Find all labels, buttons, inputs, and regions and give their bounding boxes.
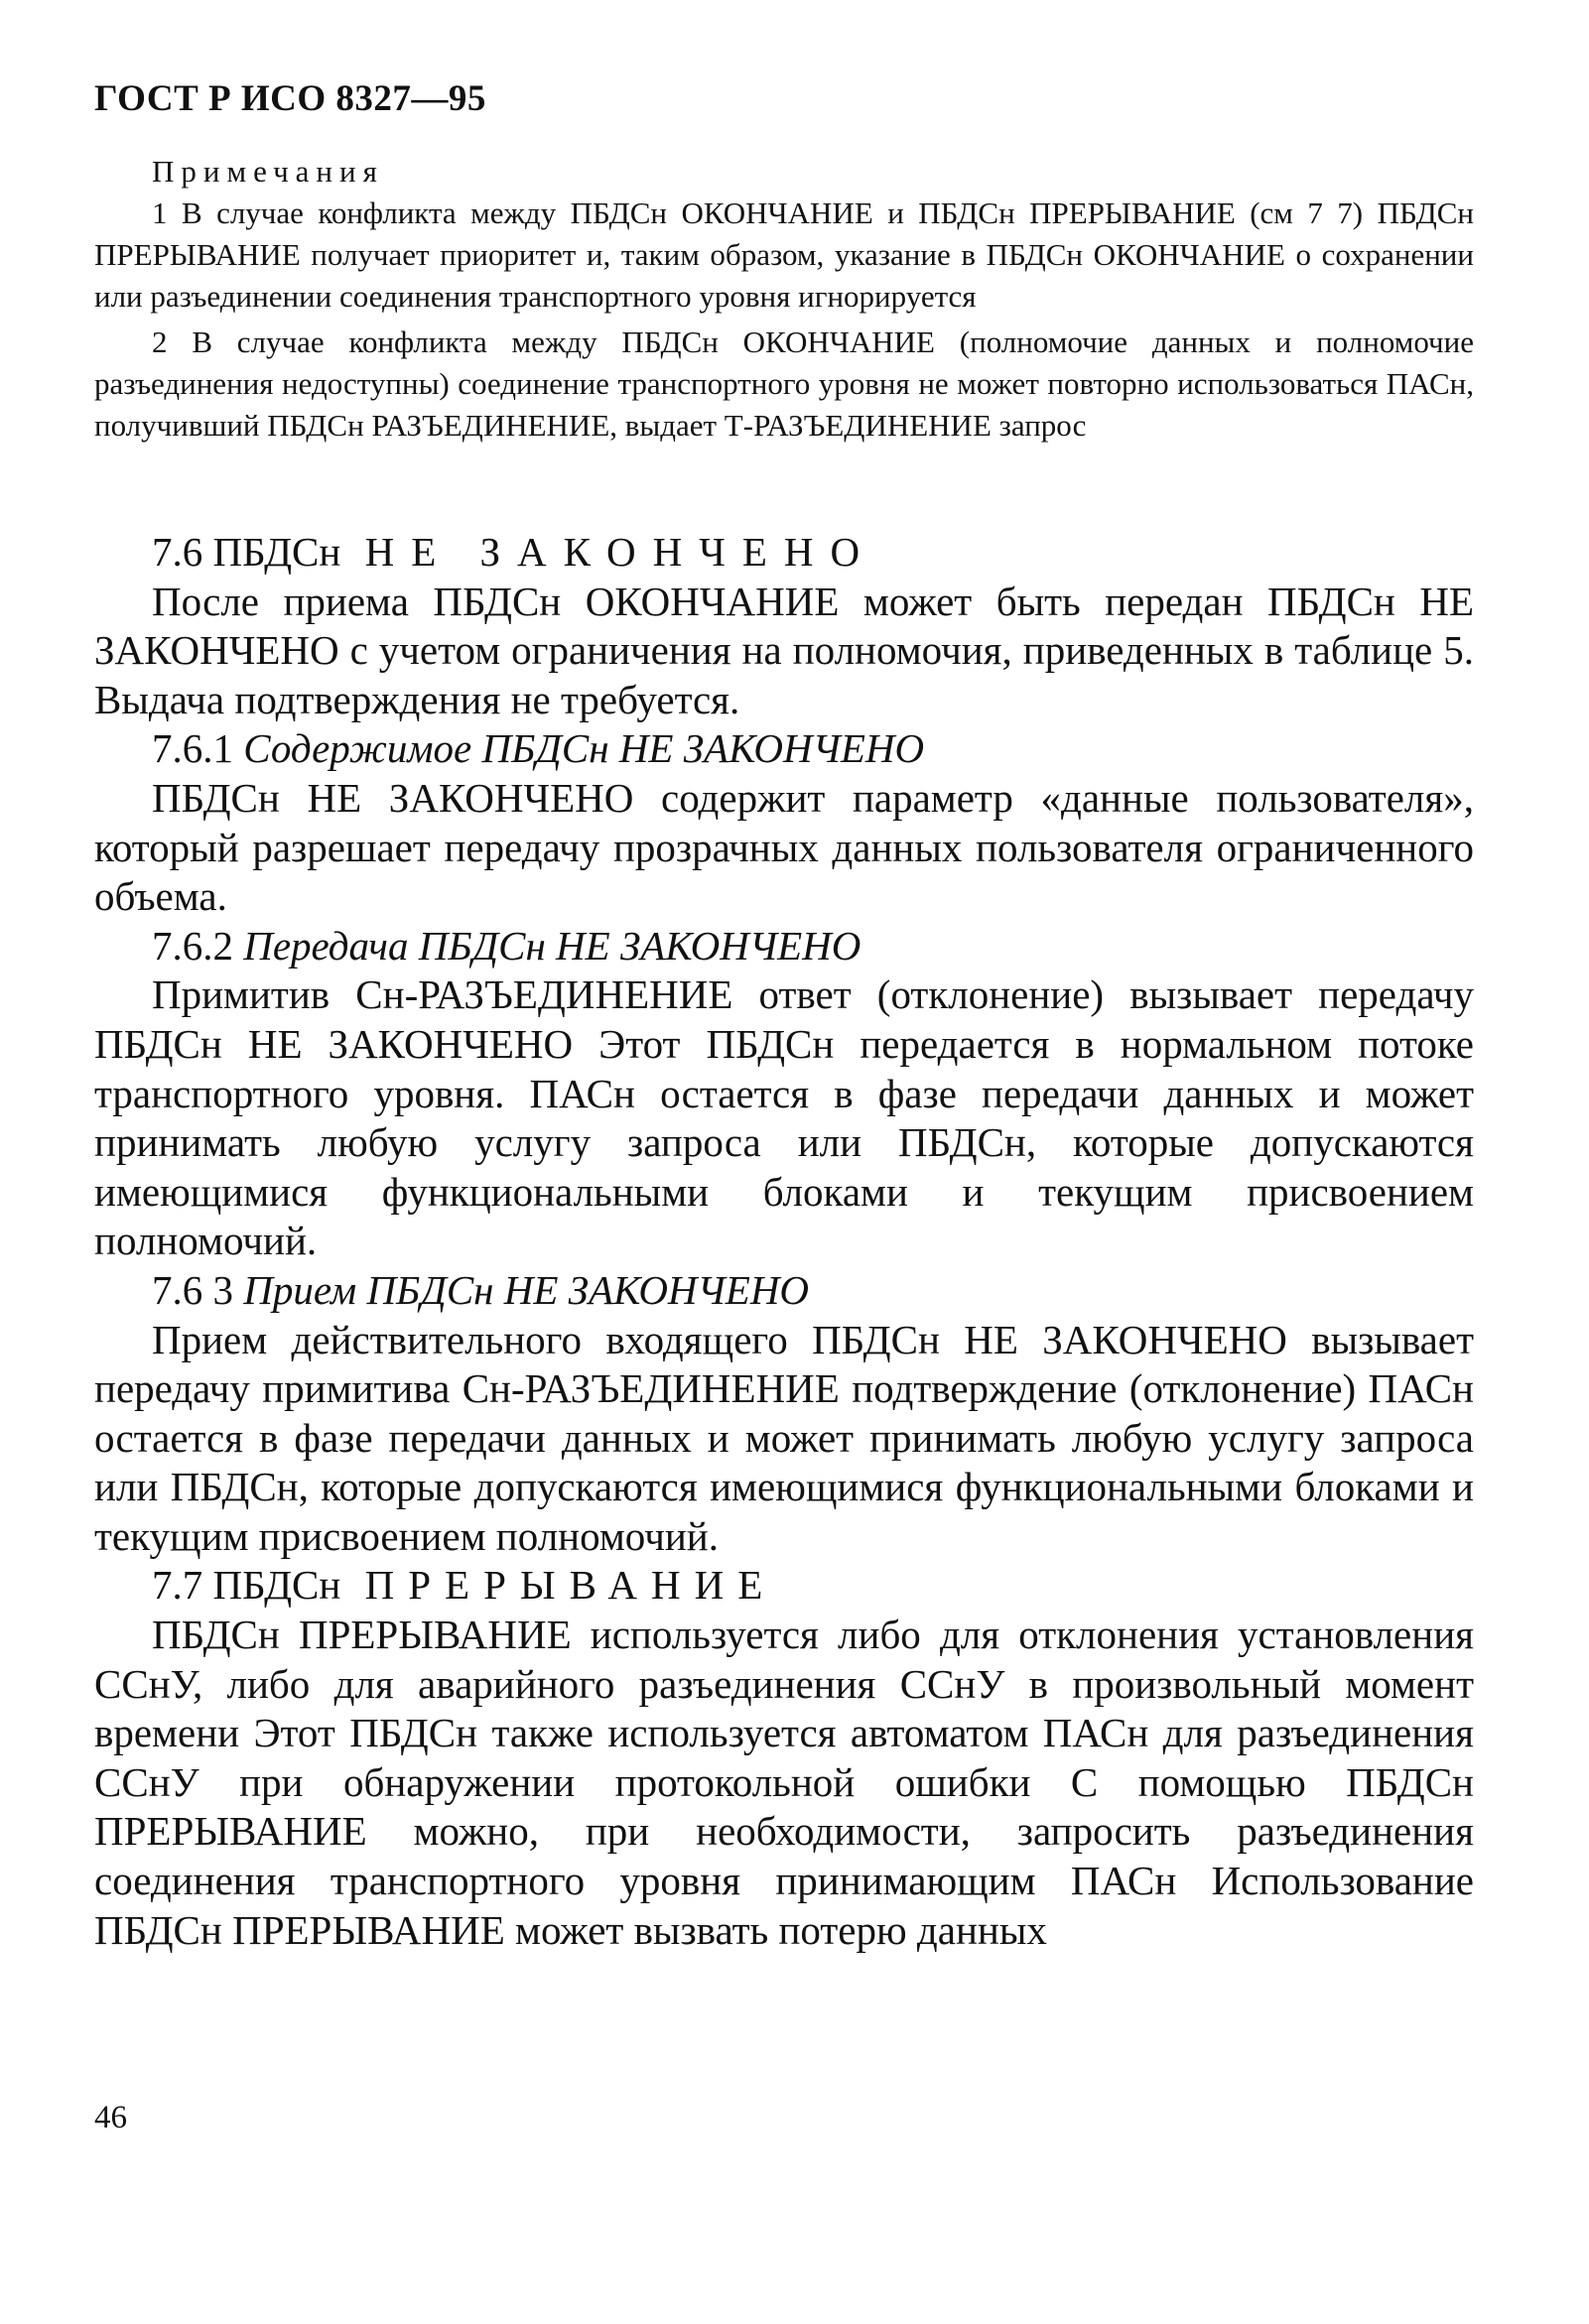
- section-heading-7-7: [94, 1561, 1474, 1611]
- section-title: НЕ ЗАКОНЧЕНО: [364, 529, 877, 575]
- section-heading-7-6: [94, 528, 1474, 578]
- section-label: ПБДСн: [212, 1562, 341, 1609]
- section-number: 7.6: [152, 529, 203, 575]
- notes-title: Примечания: [152, 154, 384, 189]
- section-number: 7.6 3: [152, 1266, 233, 1313]
- section-heading-7-6-2: [94, 922, 1474, 971]
- section-heading-7-6-3: [94, 1266, 1474, 1316]
- section-title: ПРЕРЫВАНИЕ: [364, 1562, 777, 1609]
- section-number: 7.6.2: [152, 922, 233, 968]
- section-number: 7.6.1: [152, 725, 233, 772]
- section-label: ПБДСн: [212, 529, 341, 575]
- note-item: 1 В случае конфликта между ПБДСн ОКОНЧАНИЕ и ПБДСн ПРЕРЫВАНИЕ (см 7 7) ПБДСн ПРЕРЫВАНИЕ получает приоритет и, таким образом, указание в ПБДСн ОКОНЧАНИЕ о сохранении или разъединении соединения транспортного уровня игнорируется: [94, 195, 1474, 314]
- section-paragraph: Примитив Сн-РАЗЪЕДИНЕНИЕ ответ (отклонение) вызывает передачу ПБДСн НЕ ЗАКОНЧЕНО Этот ПБДСн передается в нормальном потоке транспортного уровня. ПАСн остается в фазе передачи данных и может принимать любую услугу запроса или ПБДСн, которые допускаются имеющимися функциональными блоками и текущим присвоением полномочий.: [94, 971, 1474, 1264]
- section-title: Передача ПБДСн НЕ ЗАКОНЧЕНО: [243, 922, 861, 968]
- section-paragraph: Прием действительного входящего ПБДСн НЕ ЗАКОНЧЕНО вызывает передачу примитива Сн-РАЗЪЕДИНЕНИЕ подтверждение (отклонение) ПАСн остается в фазе передачи данных и может принимать любую услугу запроса или ПБДСн, которые допускаются имеющимися функциональными блоками и текущим присвоением полномочий.: [94, 1316, 1474, 1559]
- section-paragraph: ПБДСн НЕ ЗАКОНЧЕНО содержит параметр «данные пользователя», который разрешает передачу прозрачных данных пользователя ограниченного объема.: [94, 774, 1474, 920]
- section-number: 7.7: [152, 1562, 203, 1609]
- section-title: Прием ПБДСн НЕ ЗАКОНЧЕНО: [243, 1266, 810, 1313]
- document-page: [94, 0, 1474, 2324]
- section-paragraph: После приема ПБДСн ОКОНЧАНИЕ может быть передан ПБДСн НЕ ЗАКОНЧЕНО с учетом ограничения на полномочия, приведенных в таблице 5. Выдача подтверждения не требуется.: [94, 578, 1474, 722]
- section-title: Содержимое ПБДСн НЕ ЗАКОНЧЕНО: [243, 725, 925, 772]
- page-number: 46: [94, 2100, 127, 2135]
- document-header: ГОСТ Р ИСО 8327—95: [94, 78, 486, 119]
- section-paragraph: ПБДСн ПРЕРЫВАНИЕ используется либо для отклонения установления ССнУ, либо для аварийного разъединения ССнУ в произвольный момент времени Этот ПБДСн также используется автоматом ПАСн для разъединения ССнУ при обнаружении протокольной ошибки С помощью ПБДСн ПРЕРЫВАНИЕ можно, при необходимости, запросить разъединения соединения транспортного уровня принимающим ПАСн Использование ПБДСн ПРЕРЫВАНИЕ может вызвать потерю данных: [94, 1612, 1474, 1953]
- notes-block: [94, 151, 1474, 447]
- document-body: [94, 528, 1474, 1955]
- note-item: 2 В случае конфликта между ПБДСн ОКОНЧАНИЕ (полномочие данных и полномочие разъединения недоступны) соединение транспортного уровня не может повторно использоваться ПАСн, получивший ПБДСн РАЗЪЕДИНЕНИЕ, выдает Т-РАЗЪЕДИНЕНИЕ запрос: [94, 324, 1474, 443]
- section-heading-7-6-1: [94, 724, 1474, 774]
